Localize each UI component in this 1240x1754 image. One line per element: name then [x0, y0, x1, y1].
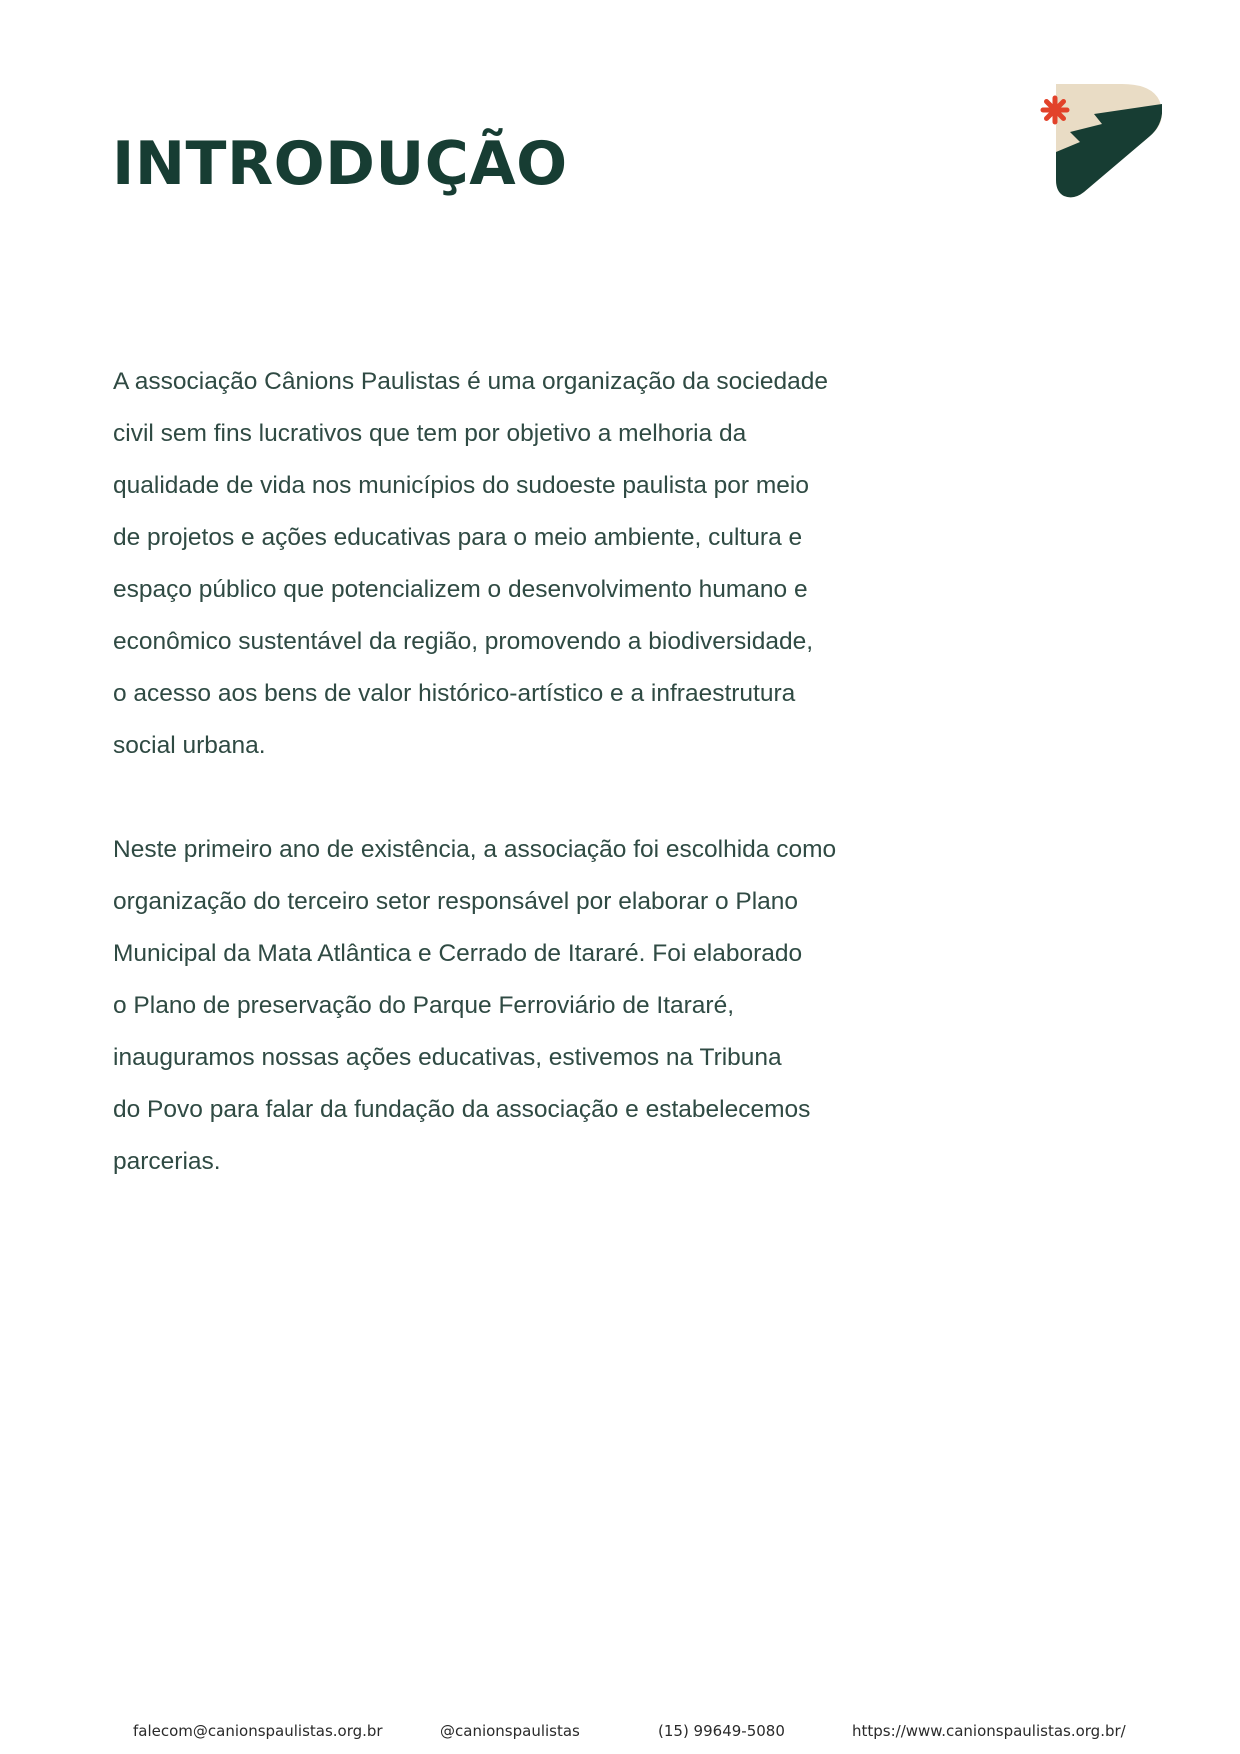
text-line: Municipal da Mata Atlântica e Cerrado de Itararé. Foi elaborado — [113, 940, 803, 967]
paragraph-first-year — [113, 824, 893, 1188]
footer-phone[interactable]: (15) 99649-5080 — [658, 1722, 785, 1740]
text-line: A associação Cânions Paulistas é uma organização da sociedade — [113, 368, 829, 395]
text-line: Neste primeiro ano de existência, a associação foi escolhida como — [113, 836, 837, 863]
text-line: de projetos e ações educativas para o meio ambiente, cultura e — [113, 524, 803, 551]
paragraph-mission — [113, 356, 893, 772]
text-line: organização do terceiro setor responsável por elaborar o Plano — [113, 888, 799, 915]
text-line: do Povo para falar da fundação da associação e estabelecemos — [113, 1096, 811, 1123]
text-line: social urbana. — [113, 732, 266, 759]
text-line: parcerias. — [113, 1148, 221, 1175]
footer-website-link[interactable]: https://www.canionspaulistas.org.br/ — [852, 1722, 1126, 1740]
asterisk-icon — [1043, 98, 1067, 122]
text-line: qualidade de vida nos municípios do sudoeste paulista por meio — [113, 472, 809, 499]
text-line: civil sem fins lucrativos que tem por objetivo a melhoria da — [113, 420, 747, 447]
text-line: inauguramos nossas ações educativas, estivemos na Tribuna — [113, 1044, 782, 1071]
text-line: econômico sustentável da região, promovendo a biodiversidade, — [113, 628, 814, 655]
footer-email-link[interactable]: falecom@canionspaulistas.org.br — [133, 1722, 383, 1740]
page-title: INTRODUÇÃO — [112, 129, 568, 199]
text-line: espaço público que potencializem o desenvolvimento humano e — [113, 576, 808, 603]
text-line: o Plano de preservação do Parque Ferroviário de Itararé, — [113, 992, 735, 1019]
canions-paulistas-logo-icon — [1040, 80, 1162, 200]
text-line: o acesso aos bens de valor histórico-artístico e a infraestrutura — [113, 680, 796, 707]
footer-instagram-link[interactable]: @canionspaulistas — [440, 1722, 580, 1740]
introduction-body — [113, 356, 893, 1188]
footer-contacts — [0, 1717, 1240, 1745]
